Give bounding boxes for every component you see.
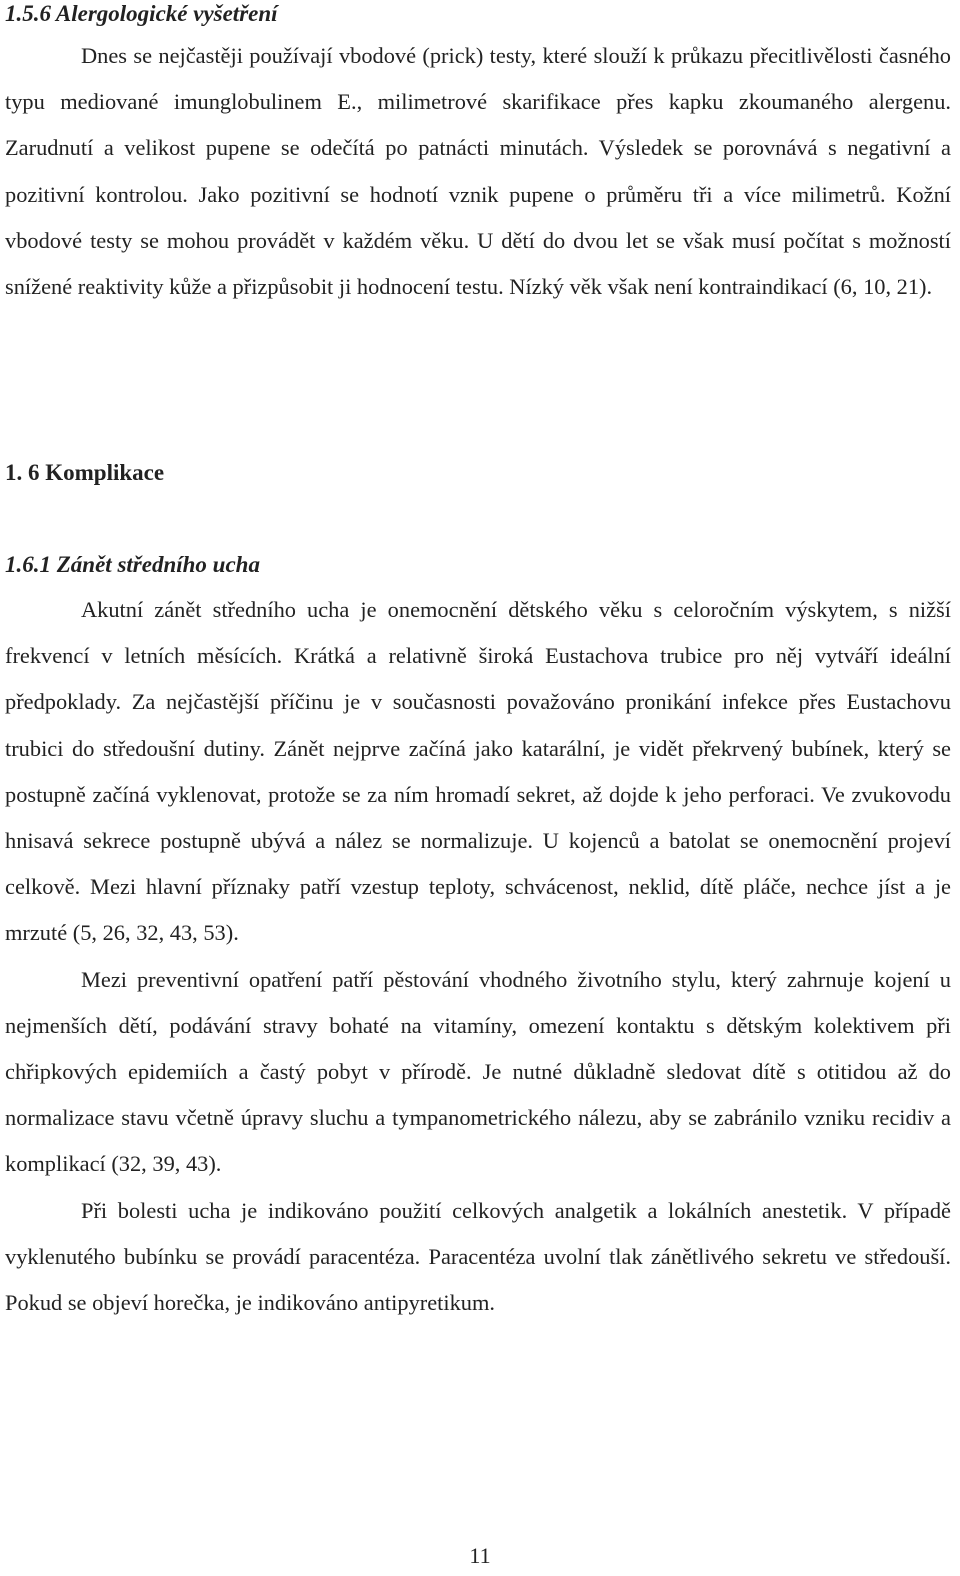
- section-heading-1-6-1: 1.6.1 Zánět středního ucha: [5, 552, 260, 577]
- section-heading-1-5-6: 1.5.6 Alergologické vyšetření: [5, 1, 278, 26]
- section-body-1-6-1: [5, 587, 951, 1326]
- section-heading-1-6: 1. 6 Komplikace: [5, 460, 165, 485]
- paragraph-otitis-prevention: Mezi preventivní opatření patří pěstování vhodného životního stylu, který zahrnuje kojení u nejmenších dětí, podávání stravy bohaté na vitamíny, omezení kontaktu s dětským kolektivem při chřipkových epidemiích a častý pobyt v přírodě. Je nutné důkladně sledovat dítě s otitidou až do normalizace stavu včetně úpravy sluchu a tympanometrického nálezu, aby se zabránilo vzniku recidiv a komplikací (32, 39, 43).: [5, 966, 951, 1177]
- paragraph-otitis-treatment: Při bolesti ucha je indikováno použití celkových analgetik a lokálních anestetik. V případě vyklenutého bubínku se provádí paracentéza. Paracentéza uvolní tlak zánětlivého sekretu ve středouší. Pokud se objeví horečka, je indikováno antipyretikum.: [5, 1197, 951, 1316]
- page-number: 11: [469, 1543, 491, 1568]
- paragraph-allergy-tests: Dnes se nejčastěji používají vbodové (prick) testy, které slouží k průkazu přecitlivělosti časného typu mediované imunglobulinem E., milimetrové skarifikace přes kapku zkoumaného alergenu. Zarudnutí a velikost pupene se odečítá po patnácti minutách. Výsledek se porovnává s negativní a pozitivní kontrolou. Jako pozitivní se hodnotí vznik pupene o průměru tři a více milimetrů. Kožní vbodové testy se mohou provádět v každém věku. U dětí do dvou let se však musí počítat s možností snížené reaktivity kůže a přizpůsobit ji hodnocení testu. Nízký věk však není kontraindikací (6, 10, 21).: [5, 43, 951, 300]
- paragraph-otitis-description: Akutní zánět středního ucha je onemocnění dětského věku s celoročním výskytem, s nižší frekvencí v letních měsících. Krátká a relativně široká Eustachova trubice pro něj vytváří ideální předpoklady. Za nejčastější příčinu je v současnosti považováno pronikání infekce přes Eustachovu trubici do středoušní dutiny. Zánět nejprve začíná jako katarální, je vidět překrvený bubínek, který se postupně začíná vyklenovat, protože se za ním hromadí sekret, až dojde k jeho perforaci. Ve zvukovodu hnisavá sekrece postupně ubývá a nález se normalizuje. U kojenců a batolat se onemocnění projeví celkově. Mezi hlavní příznaky patří vzestup teploty, schvácenost, neklid, dítě pláče, nechce jíst a je mrzuté (5, 26, 32, 43, 53).: [5, 597, 951, 946]
